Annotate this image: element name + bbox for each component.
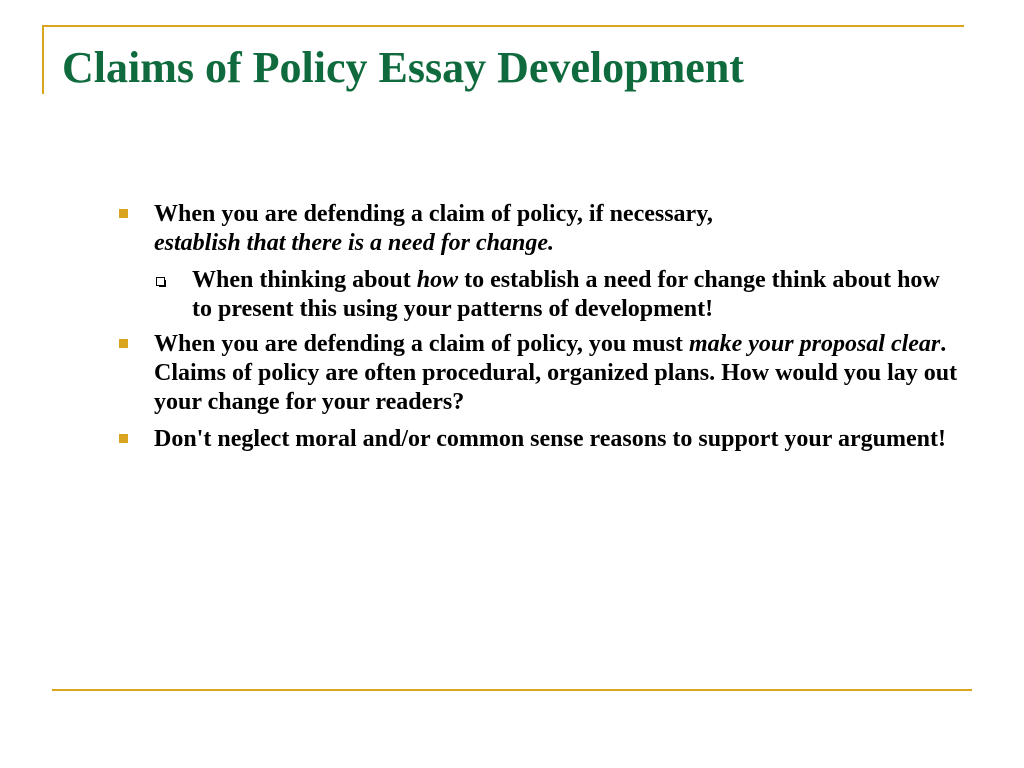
- bullet-text-start: When you are defending a claim of policy, you must: [154, 331, 689, 357]
- bullet-text-emphasis: make your proposal clear: [688, 331, 941, 357]
- bullet-item-proposal: [114, 330, 960, 417]
- hollow-square-bullet-icon: [156, 277, 165, 286]
- bullet-item-moral-reasons: [114, 425, 960, 454]
- bullet-item-need-for-change: [114, 200, 960, 258]
- square-bullet-icon: [119, 434, 128, 443]
- bullet-text-end: . Claims of policy are often procedural, organized plans. How would you lay out your change for your readers?: [154, 331, 958, 415]
- sub-bullet-text-start: When thinking about: [192, 267, 417, 293]
- bullet-text: Don't neglect moral and/or common sense reasons to support your argument!: [154, 426, 946, 452]
- square-bullet-icon: [119, 339, 128, 348]
- slide-title: Claims of Policy Essay Development: [62, 43, 744, 92]
- sub-bullet-text-end: to establish a need for change think about how to present this using your patterns of development!: [192, 267, 940, 322]
- sub-bullet-item-patterns: [154, 266, 960, 324]
- square-bullet-icon: [119, 209, 128, 218]
- bullet-text-emphasis: establish that there is a need for change.: [154, 230, 555, 256]
- slide-body: [114, 200, 960, 462]
- bottom-divider: [52, 689, 972, 691]
- sub-bullet-text-emphasis: how: [416, 267, 459, 293]
- bullet-text: When you are defending a claim of policy, if necessary,: [154, 201, 713, 227]
- left-divider: [42, 25, 44, 94]
- top-divider: [42, 25, 964, 27]
